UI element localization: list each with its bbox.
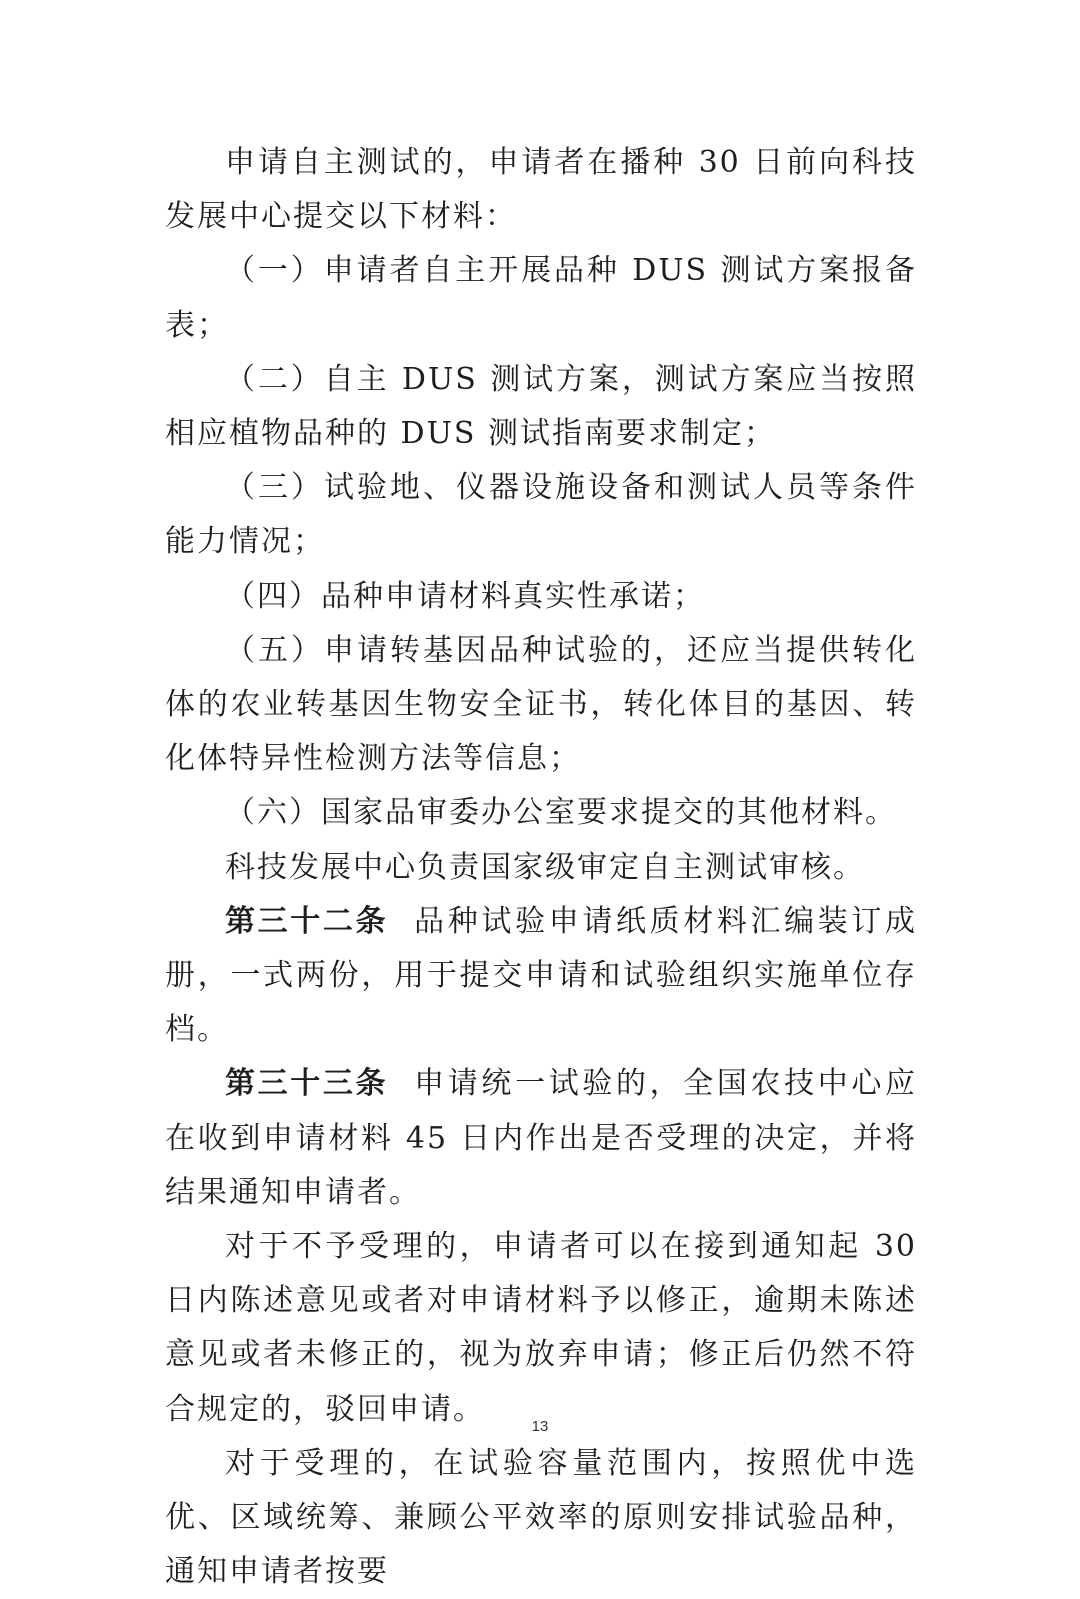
paragraph-text: （一）申请者自主开展品种 DUS 测试方案报备表； [165,253,917,343]
paragraph-text: 申请自主测试的，申请者在播种 30 日前向科技发展中心提交以下材料： [165,145,917,235]
paragraph [165,461,917,569]
document-body [165,136,917,1599]
paragraph [165,136,917,244]
paragraph [165,353,917,461]
paragraph-text: （二）自主 DUS 测试方案，测试方案应当按照相应植物品种的 DUS 测试指南要求制定； [165,361,917,452]
paragraph-text: （四）品种申请材料真实性承诺； [225,578,705,614]
paragraph [165,570,917,624]
article-paragraph [165,1057,917,1220]
article-paragraph [165,895,917,1058]
paragraph [165,1437,917,1599]
paragraph-text: （五）申请转基因品种试验的，还应当提供转化体的农业转基因生物安全证书，转化体目的基因、转化体特异性检测方法等信息； [165,632,917,777]
paragraph [165,1220,917,1437]
paragraph-text: （三）试验地、仪器设施设备和测试人员等条件能力情况； [165,470,917,560]
article-number: 第三十二条 [225,903,389,939]
paragraph [165,841,917,895]
paragraph [165,244,917,352]
paragraph-text: 对于不予受理的，申请者可以在接到通知起 30 日内陈述意见或者对申请材料予以修正，逾期未陈述意见或者未修正的，视为放弃申请；修正后仍然不符合规定的，驳回申请。 [165,1229,917,1427]
paragraph-text: 申请统一试验的，全国农技中心应在收到申请材料 45 日内作出是否受理的决定，并将结果通知申请者。 [165,1066,918,1210]
paragraph-text: 品种试验申请纸质材料汇编装订成册，一式两份，用于提交申请和试验组织实施单位存档。 [165,903,918,1048]
paragraph-text: 对于受理的，在试验容量范围内，按照优中选优、区域统筹、兼顾公平效率的原则安排试验品种，通知申请者按要 [165,1445,917,1590]
paragraph [165,624,917,787]
paragraph-text: 科技发展中心负责国家级审定自主测试审核。 [225,849,865,885]
article-number: 第三十三条 [225,1066,389,1102]
paragraph [165,786,917,840]
paragraph-text: （六）国家品审委办公室要求提交的其他材料。 [225,795,897,831]
page-number: 13 [531,1418,549,1435]
